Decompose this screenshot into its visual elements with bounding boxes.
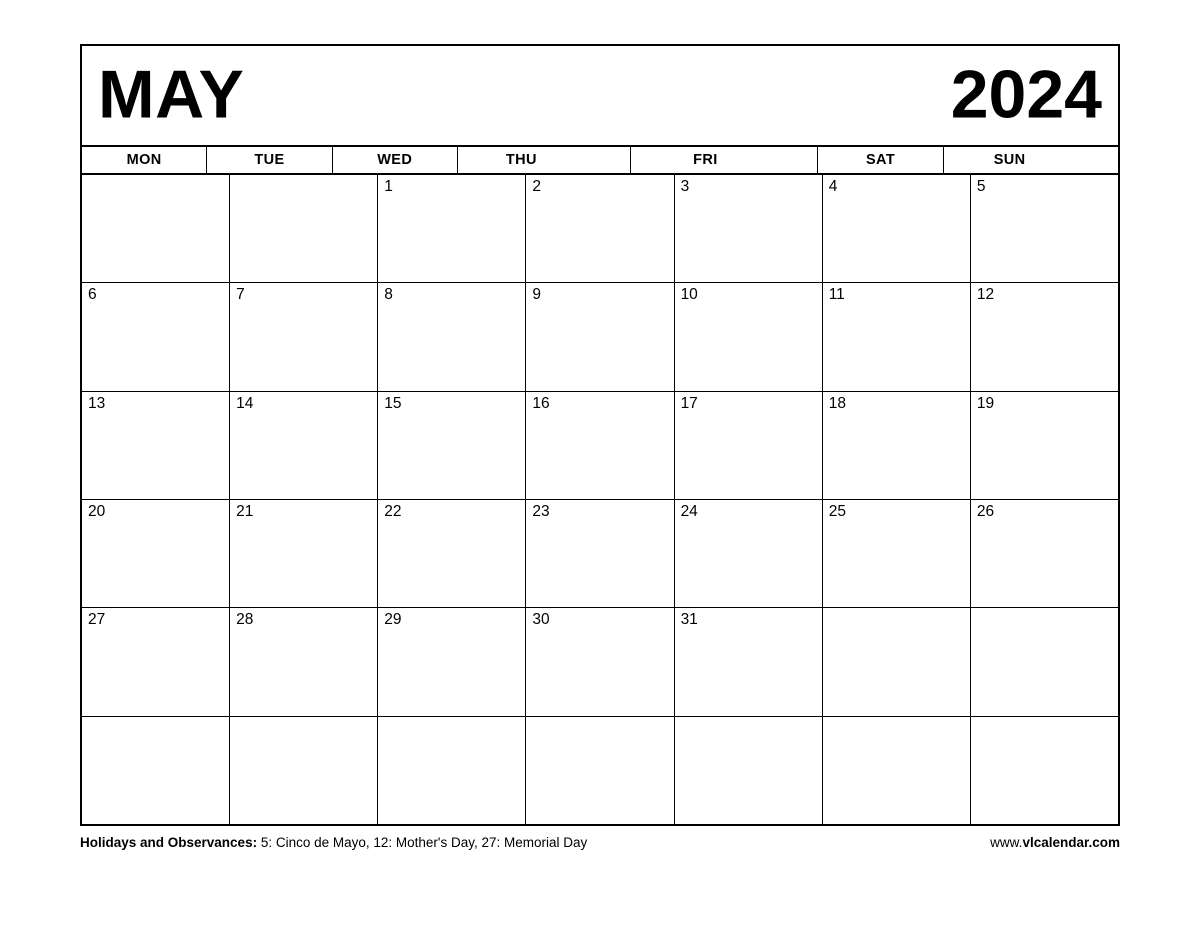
calendar-table	[80, 44, 1120, 826]
day-number: 3	[680, 178, 690, 195]
weekday-header-row	[82, 147, 1118, 175]
day-number: 20	[88, 502, 106, 520]
table-row	[82, 717, 1118, 824]
day-cell[interactable]	[378, 175, 526, 282]
day-number: 18	[828, 394, 846, 412]
weekday-header-mon: MON	[82, 147, 207, 173]
day-number: 7	[236, 286, 245, 304]
day-cell[interactable]	[230, 717, 378, 824]
day-cell[interactable]	[378, 608, 526, 715]
day-cell[interactable]	[675, 175, 823, 282]
weekday-header-wed: WED	[333, 147, 458, 173]
day-cell[interactable]	[675, 717, 823, 824]
day-number: 29	[384, 611, 402, 629]
weekday-header-fri: FRI	[631, 147, 818, 173]
weekday-header-tue: TUE	[207, 147, 332, 173]
day-cell[interactable]	[82, 283, 230, 390]
day-cell[interactable]	[823, 608, 971, 715]
table-row	[82, 175, 1118, 283]
day-number: 17	[680, 394, 698, 412]
day-number: 30	[532, 611, 550, 629]
day-number: 1	[384, 178, 393, 195]
day-number: 16	[532, 394, 550, 412]
day-cell[interactable]	[230, 500, 378, 607]
day-number: 21	[236, 502, 254, 520]
day-cell[interactable]	[675, 608, 823, 715]
day-cell[interactable]	[971, 500, 1118, 607]
day-number: 12	[976, 286, 995, 304]
day-cell[interactable]	[82, 608, 230, 715]
day-cell[interactable]	[82, 175, 230, 282]
day-cell[interactable]	[526, 608, 674, 715]
table-row	[82, 283, 1118, 391]
day-number: 31	[680, 611, 698, 629]
day-cell[interactable]	[526, 175, 674, 282]
day-cell[interactable]	[82, 500, 230, 607]
day-cell[interactable]	[971, 717, 1118, 824]
weekday-header-sat: SAT	[818, 147, 943, 173]
day-number: 10	[680, 286, 698, 304]
day-number: 22	[384, 502, 402, 520]
day-cell[interactable]	[230, 608, 378, 715]
day-number: 9	[532, 286, 542, 304]
month-title: MAY	[98, 56, 245, 133]
day-number: 28	[236, 611, 254, 629]
table-row	[82, 608, 1118, 716]
day-number: 11	[828, 286, 845, 304]
day-cell[interactable]	[526, 283, 674, 390]
year-title: 2024	[950, 56, 1102, 133]
day-cell[interactable]	[675, 392, 823, 499]
day-cell[interactable]	[823, 392, 971, 499]
day-cell[interactable]	[526, 717, 674, 824]
day-cell[interactable]	[971, 175, 1118, 282]
day-cell[interactable]	[378, 500, 526, 607]
calendar-footer	[80, 832, 1120, 852]
day-number: 24	[680, 502, 698, 520]
day-number: 25	[828, 502, 846, 520]
day-cell[interactable]	[526, 500, 674, 607]
table-row	[82, 500, 1118, 608]
day-cell[interactable]	[378, 283, 526, 390]
day-cell[interactable]	[971, 392, 1118, 499]
day-cell[interactable]	[823, 717, 971, 824]
day-number: 19	[976, 394, 995, 412]
day-number: 6	[88, 286, 97, 304]
calendar-title-row	[82, 46, 1118, 147]
day-cell[interactable]	[823, 500, 971, 607]
day-cell[interactable]	[526, 392, 674, 499]
day-cell[interactable]	[823, 175, 971, 282]
day-cell[interactable]	[675, 283, 823, 390]
table-row	[82, 392, 1118, 500]
day-number: 4	[828, 178, 838, 195]
site-prefix: www.	[990, 834, 1023, 850]
day-cell[interactable]	[823, 283, 971, 390]
site-credit[interactable]	[990, 835, 1120, 850]
day-number: 27	[88, 611, 106, 629]
day-number: 8	[384, 286, 393, 304]
day-cell[interactable]	[230, 175, 378, 282]
day-number: 13	[88, 394, 106, 412]
holidays-list: 5: Cinco de Mayo, 12: Mother's Day, 27: Memorial Day	[257, 834, 588, 850]
holidays-note	[80, 835, 587, 850]
site-name: vlcalendar.com	[1022, 834, 1120, 850]
weekday-header-sun: SUN	[993, 152, 1026, 168]
day-cell[interactable]	[230, 283, 378, 390]
day-cell[interactable]	[971, 283, 1118, 390]
holidays-label: Holidays and Observances:	[80, 834, 258, 850]
day-cell[interactable]	[82, 717, 230, 824]
day-cell[interactable]	[378, 717, 526, 824]
day-cell[interactable]	[378, 392, 526, 499]
day-number: 2	[532, 178, 542, 195]
day-number: 15	[384, 394, 402, 412]
day-number: 14	[236, 394, 254, 412]
day-cell[interactable]	[82, 392, 230, 499]
day-cell[interactable]	[675, 500, 823, 607]
day-cell[interactable]	[971, 608, 1118, 715]
weekday-header-thu: THU	[458, 147, 631, 173]
day-cell[interactable]	[230, 392, 378, 499]
day-number: 5	[976, 178, 986, 195]
day-number: 23	[532, 502, 550, 520]
day-number: 26	[976, 502, 995, 520]
calendar-grid	[82, 175, 1118, 824]
